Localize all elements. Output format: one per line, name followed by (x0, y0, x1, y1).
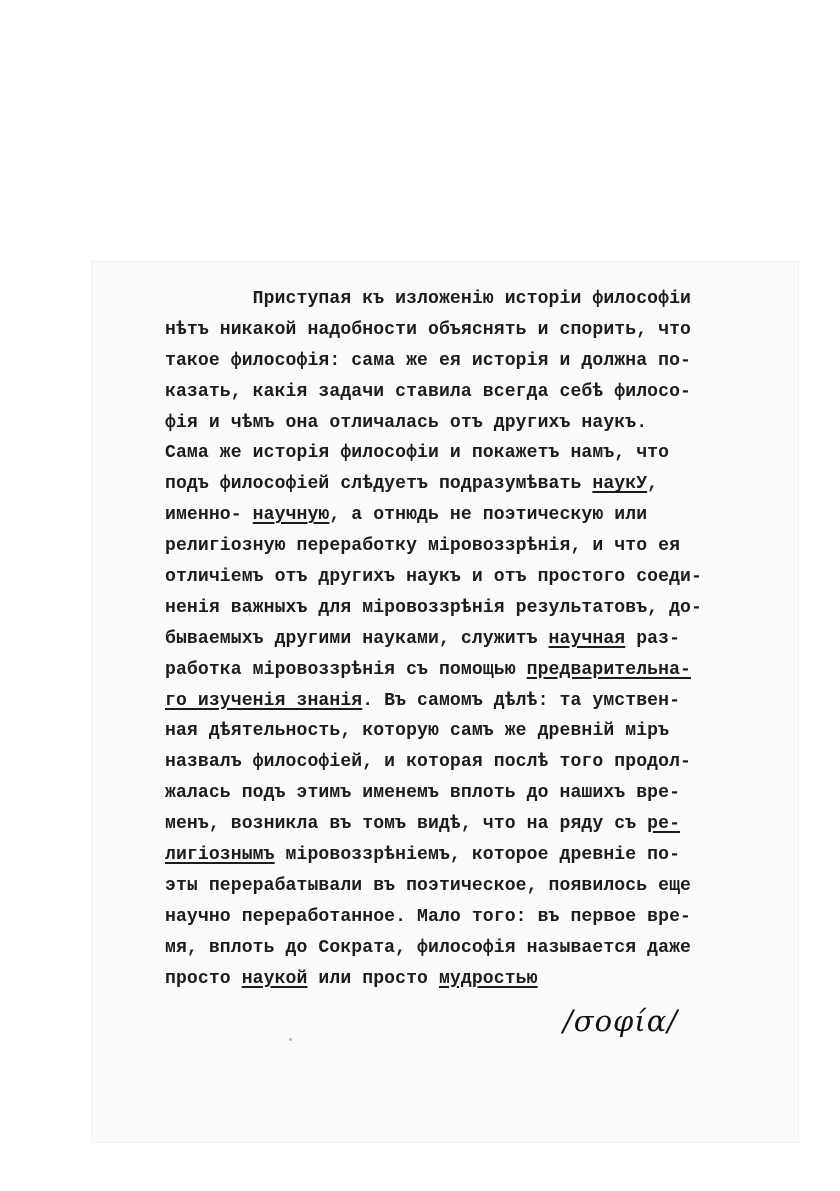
text-line: ненія важныхъ для міровоззрѣнія результатовъ, до- (165, 597, 702, 618)
underlined-word: наукУ (592, 474, 648, 495)
text-line: бываемыхъ другими науками, служитъ научная раз- (165, 628, 681, 649)
underlined-word: лигіознымъ (165, 845, 275, 866)
text-line: именно- научную, а отнюдь не поэтическую или (165, 505, 648, 526)
underlined-word: го изученія знанія (165, 690, 363, 711)
underlined-word: мудростью (438, 968, 538, 989)
text-line: лигіознымъ міровоззрѣніемъ, которое древніе по- (165, 845, 681, 866)
text-line: казать, какія задачи ставила всегда себѣ филосо- (165, 381, 691, 402)
text-line: подъ философіей слѣдуетъ подразумѣвать наукУ, (165, 474, 659, 495)
underlined-word: научную (252, 505, 330, 526)
text-line: Приступая къ изложенію исторіи философіи (165, 289, 691, 309)
text-line: го изученія знанія. Въ самомъ дѣлѣ: та умствен- (165, 690, 681, 711)
text-line: просто наукой или просто мудростью (165, 968, 538, 989)
underlined-word: наукой (241, 968, 308, 989)
underlined-word: предварительна- (526, 659, 691, 680)
text-line: эты перерабатывали въ поэтическое, появилось еще (165, 875, 691, 896)
handwritten-annotation: /σοφία/ (563, 1004, 679, 1038)
text-line: менъ, возникла въ томъ видѣ, что на ряду съ ре- (165, 814, 681, 835)
text-line: религіозную переработку міровоззрѣнія, и что ея (165, 536, 681, 557)
text-line: научно переработанное. Мало того: въ первое вре- (165, 906, 691, 927)
underlined-word: ре- (647, 814, 681, 835)
text-line: Сама же исторія философіи и покажетъ намъ, что (165, 443, 670, 464)
text-line: такое философія: сама же ея исторія и должна по- (165, 350, 691, 371)
text-line: мя, вплоть до Сократа, философія называется даже (165, 937, 691, 958)
text-line: отличіемъ отъ другихъ наукъ и отъ простого соеди- (165, 567, 702, 588)
text-line: жалась подъ этимъ именемъ вплоть до нашихъ вре- (165, 783, 681, 804)
text-line: фія и чѣмъ она отличалась отъ другихъ наукъ. (165, 412, 648, 433)
text-line: ная дѣятельность, которую самъ же древній міръ (165, 721, 670, 742)
text-line: нѣтъ никакой надобности объяснять и спорить, что (165, 319, 691, 340)
typewritten-paragraph (165, 284, 805, 994)
text-line: назвалъ философіей, и которая послѣ того продол- (165, 752, 691, 773)
scan-speck (289, 1038, 292, 1041)
text-line: работка міровоззрѣнія съ помощью предварительна- (165, 659, 691, 680)
underlined-word: научная (548, 628, 626, 649)
